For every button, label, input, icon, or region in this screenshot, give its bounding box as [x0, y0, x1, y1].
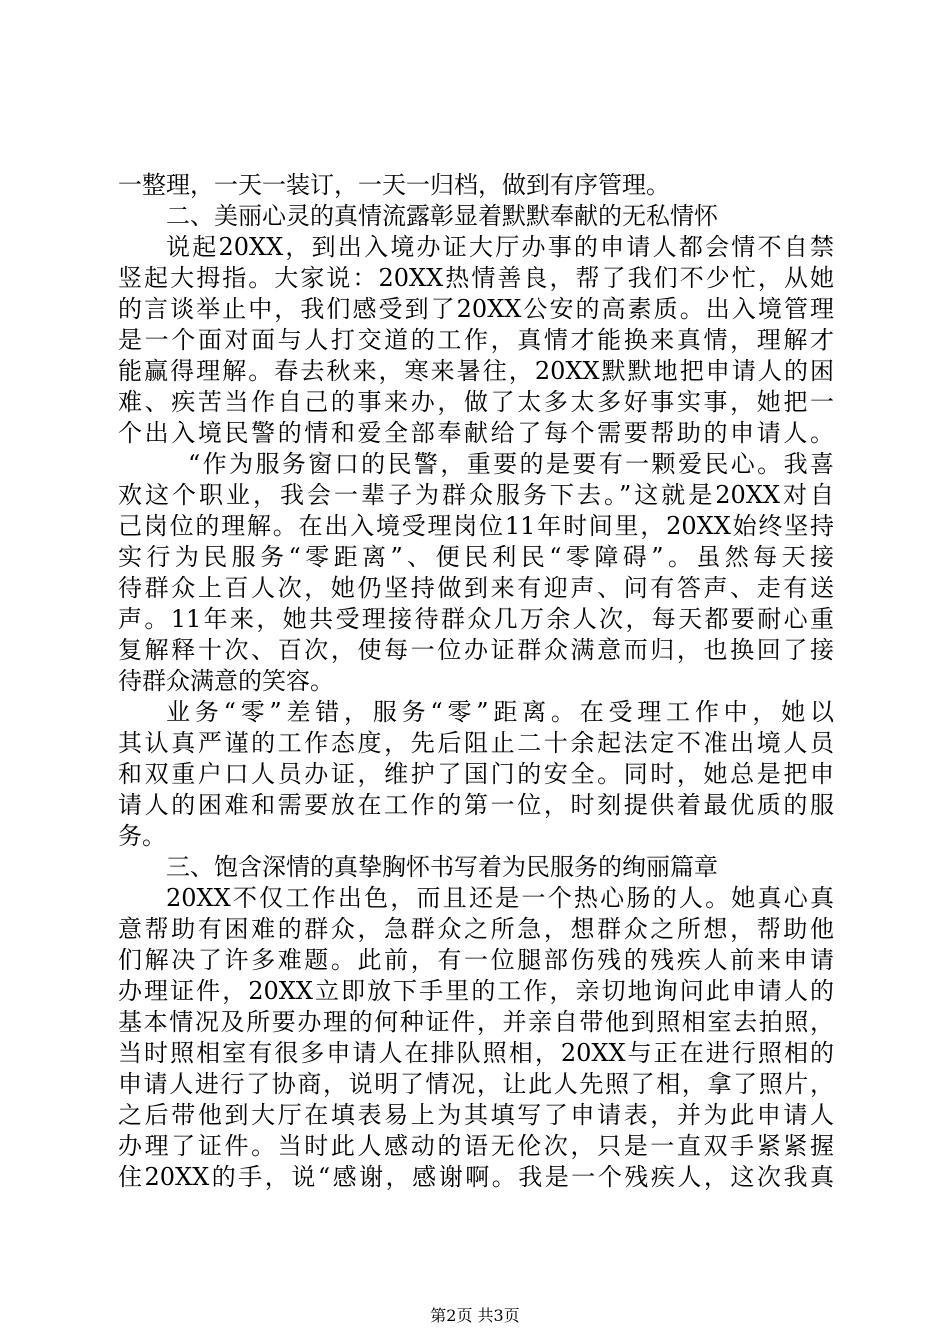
text-line: 待群众上百人次，她仍坚持做到来有迎声、问有答声、走有送 [118, 574, 834, 602]
text-line: 声。11年来，她共受理接待群众几万余人次，每天都要耐心重 [118, 605, 834, 633]
text-line: 请人的困难和需要放在工作的第一位，时刻提供着最优质的服 [118, 791, 834, 819]
text-line: 和双重户口人员办证，维护了国门的安全。同时，她总是把申 [118, 760, 834, 788]
text-line: 申请人进行了协商，说明了情况，让此人先照了相，拿了照片， [118, 1070, 834, 1098]
text-line: 欢这个职业，我会一辈子为群众服务下去。”这就是20XX对自 [118, 481, 834, 509]
text-line: 住20XX的手，说“感谢，感谢啊。我是一个残疾人，这次我真 [118, 1163, 834, 1191]
text-line: 其认真严谨的工作态度，先后阻止二十余起法定不准出境人员 [118, 729, 834, 757]
text-line: 意帮助有困难的群众，急群众之所急，想群众之所想，帮助他 [118, 915, 834, 943]
section-heading: 二、美丽心灵的真情流露彰显着默默奉献的无私情怀 [166, 202, 718, 230]
text-line: 说起20XX，到出入境办证大厅办事的申请人都会情不自禁 [166, 233, 834, 261]
text-line: 20XX不仅工作出色，而且还是一个热心肠的人。她真心真 [166, 884, 834, 912]
text-line: 己岗位的理解。在出入境受理岗位11年时间里，20XX始终坚持 [118, 512, 834, 540]
text-line: 待群众满意的笑容。 [118, 667, 334, 695]
text-line: 务。 [118, 822, 166, 850]
text-line: 实行为民服务“零距离”、便民利民“零障碍”。虽然每天接 [118, 543, 834, 571]
text-line: 当时照相室有很多申请人在排队照相，20XX与正在进行照相的 [118, 1039, 834, 1067]
text-line: 是一个面对面与人打交道的工作，真情才能换来真情，理解才 [118, 326, 834, 354]
text-line: 复解释十次、百次，使每一位办证群众满意而归，也换回了接 [118, 636, 834, 664]
text-line: 竖起大拇指。大家说：20XX热情善良，帮了我们不少忙，从她 [118, 264, 834, 292]
body-text [118, 170, 834, 1193]
text-line: “作为服务窗口的民警，重要的是要有一颗爱民心。我喜 [188, 450, 834, 478]
text-line: 能赢得理解。春去秋来，寒来暑往，20XX默默地把申请人的困 [118, 357, 834, 385]
text-line: 办理了证件。当时此人感动的语无伦次，只是一直双手紧紧握 [118, 1132, 834, 1160]
text-line: 难、疾苦当作自己的事来办，做了太多太多好事实事，她把一 [118, 388, 834, 416]
page-footer: 第2页 共3页 [430, 1306, 520, 1325]
text-line: 办理证件，20XX立即放下手里的工作，亲切地询问此申请人的 [118, 977, 834, 1005]
text-line: 们解决了许多难题。此前，有一位腿部伤残的残疾人前来申请 [118, 946, 834, 974]
text-line: 个出入境民警的情和爱全部奉献给了每个需要帮助的申请人。 [118, 419, 834, 447]
text-line: 一整理，一天一装订，一天一归档，做到有序管理。 [118, 171, 670, 199]
section-heading: 三、饱含深情的真挚胸怀书写着为民服务的绚丽篇章 [166, 853, 718, 881]
text-line: 的言谈举止中，我们感受到了20XX公安的高素质。出入境管理 [118, 295, 834, 323]
text-line: 之后带他到大厅在填表易上为其填写了申请表，并为此申请人 [118, 1101, 834, 1129]
text-line: 基本情况及所要办理的何种证件，并亲自带他到照相室去拍照， [118, 1008, 834, 1036]
text-line: 业务“零”差错，服务“零”距离。在受理工作中，她以 [166, 698, 834, 726]
